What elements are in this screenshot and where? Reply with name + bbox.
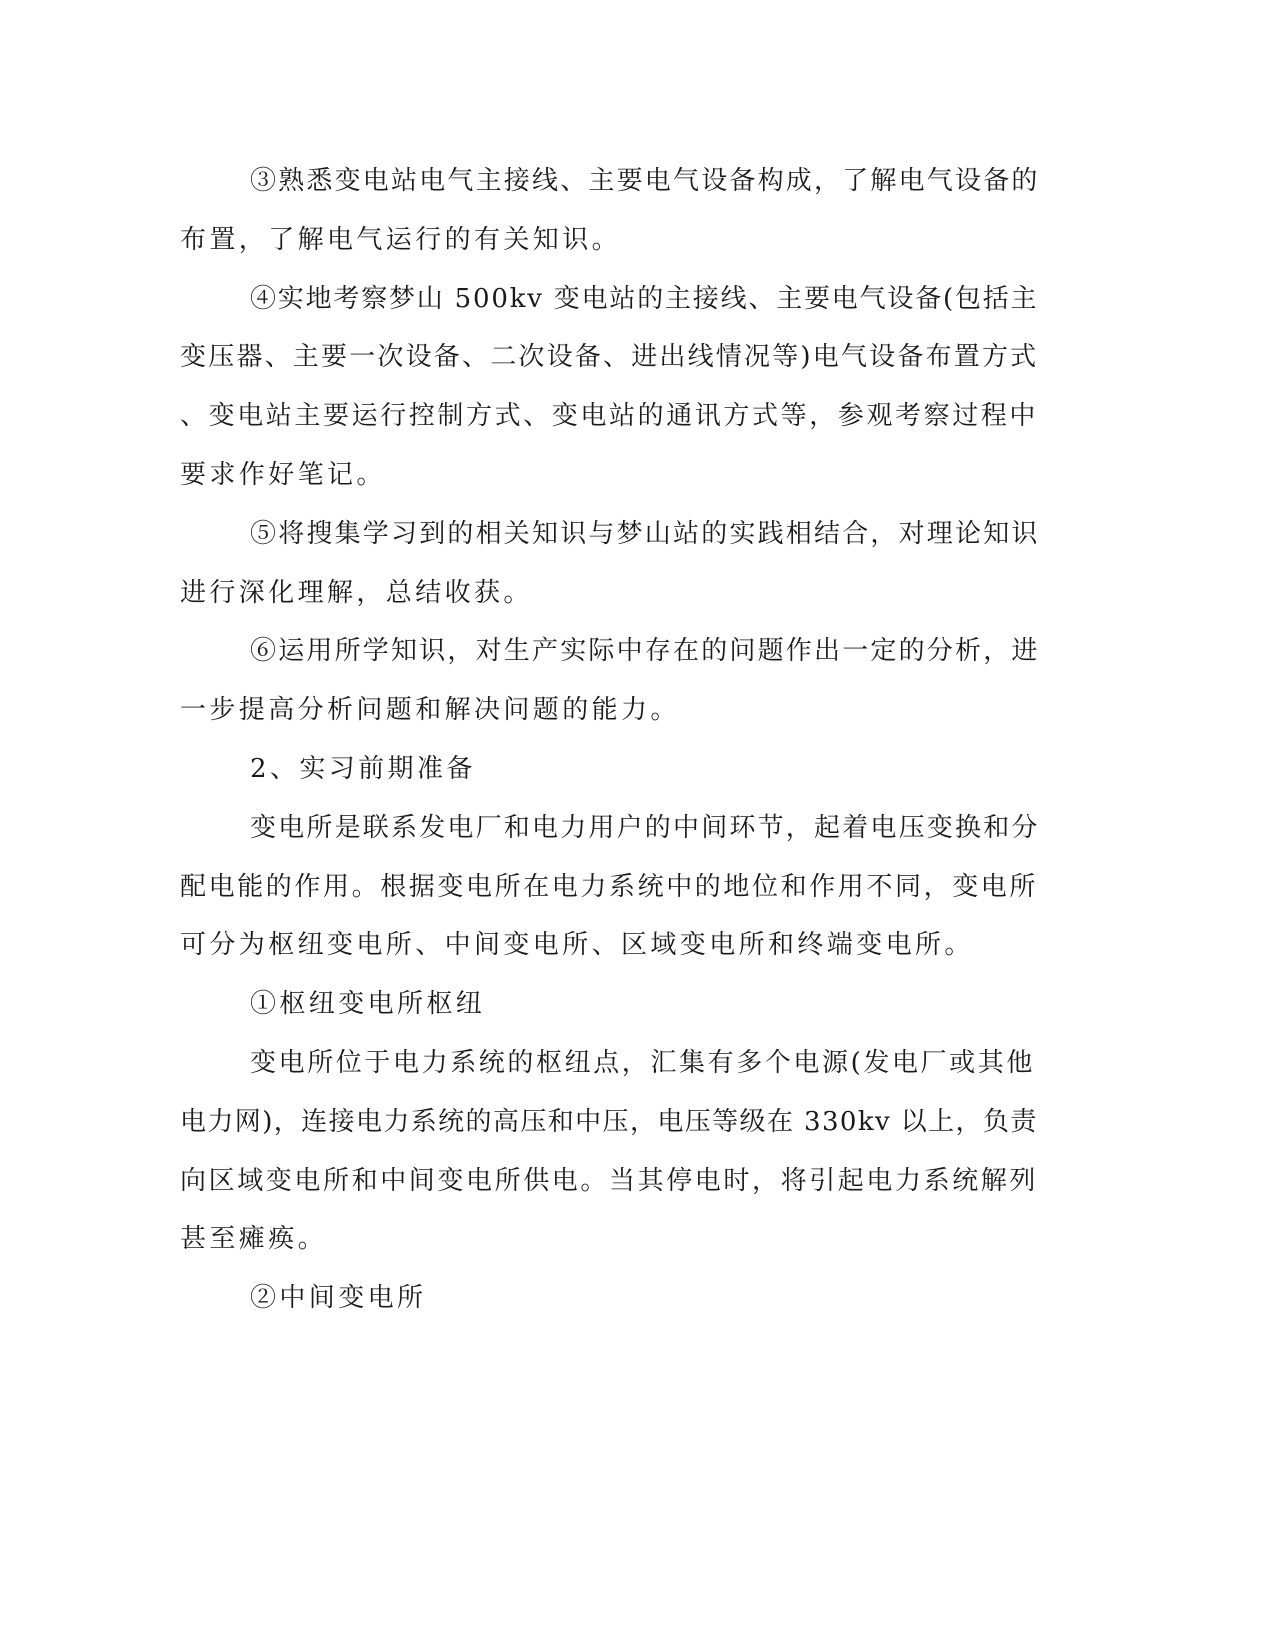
text-line: 进行深化理解，总结收获。	[180, 578, 533, 608]
text-line: 变电所位于电力系统的枢纽点，汇集有多个电源(发电厂或其他	[250, 1048, 1035, 1078]
text-line: 变压器、主要一次设备、二次设备、进出线情况等)电气设备布置方式	[180, 342, 1039, 372]
text-line: 电力网)，连接电力系统的高压和中压，电压等级在 330kv 以上，负责	[180, 1107, 1038, 1137]
text-line: ③熟悉变电站电气主接线、主要电气设备构成，了解电气设备的	[250, 166, 1040, 196]
text-line: 、变电站主要运行控制方式、变电站的通讯方式等，参观考察过程中	[180, 401, 1039, 431]
text-line: 可分为枢纽变电所、中间变电所、区域变电所和终端变电所。	[180, 930, 974, 960]
text-line: 要求作好笔记。	[180, 460, 386, 490]
text-line: 向区域变电所和中间变电所供电。当其停电时，将引起电力系统解列	[180, 1166, 1039, 1196]
text-line: 配电能的作用。根据变电所在电力系统中的地位和作用不同，变电所	[180, 872, 1039, 902]
text-line: ④实地考察梦山 500kv 变电站的主接线、主要电气设备(包括主	[250, 284, 1039, 314]
text-line: 变电所是联系发电厂和电力用户的中间环节，起着电压变换和分	[250, 813, 1040, 843]
subheading: ②中间变电所	[250, 1283, 427, 1313]
text-line: ⑤将搜集学习到的相关知识与梦山站的实践相结合，对理论知识	[250, 519, 1040, 549]
subheading: ①枢纽变电所枢纽	[250, 989, 486, 1019]
text-line: 一步提高分析问题和解决问题的能力。	[180, 695, 680, 725]
text-line: 布置，了解电气运行的有关知识。	[180, 225, 622, 255]
section-heading: 2、实习前期准备	[250, 754, 476, 784]
text-line: ⑥运用所学知识，对生产实际中存在的问题作出一定的分析，进	[250, 636, 1040, 666]
text-line: 甚至瘫痪。	[180, 1224, 328, 1254]
